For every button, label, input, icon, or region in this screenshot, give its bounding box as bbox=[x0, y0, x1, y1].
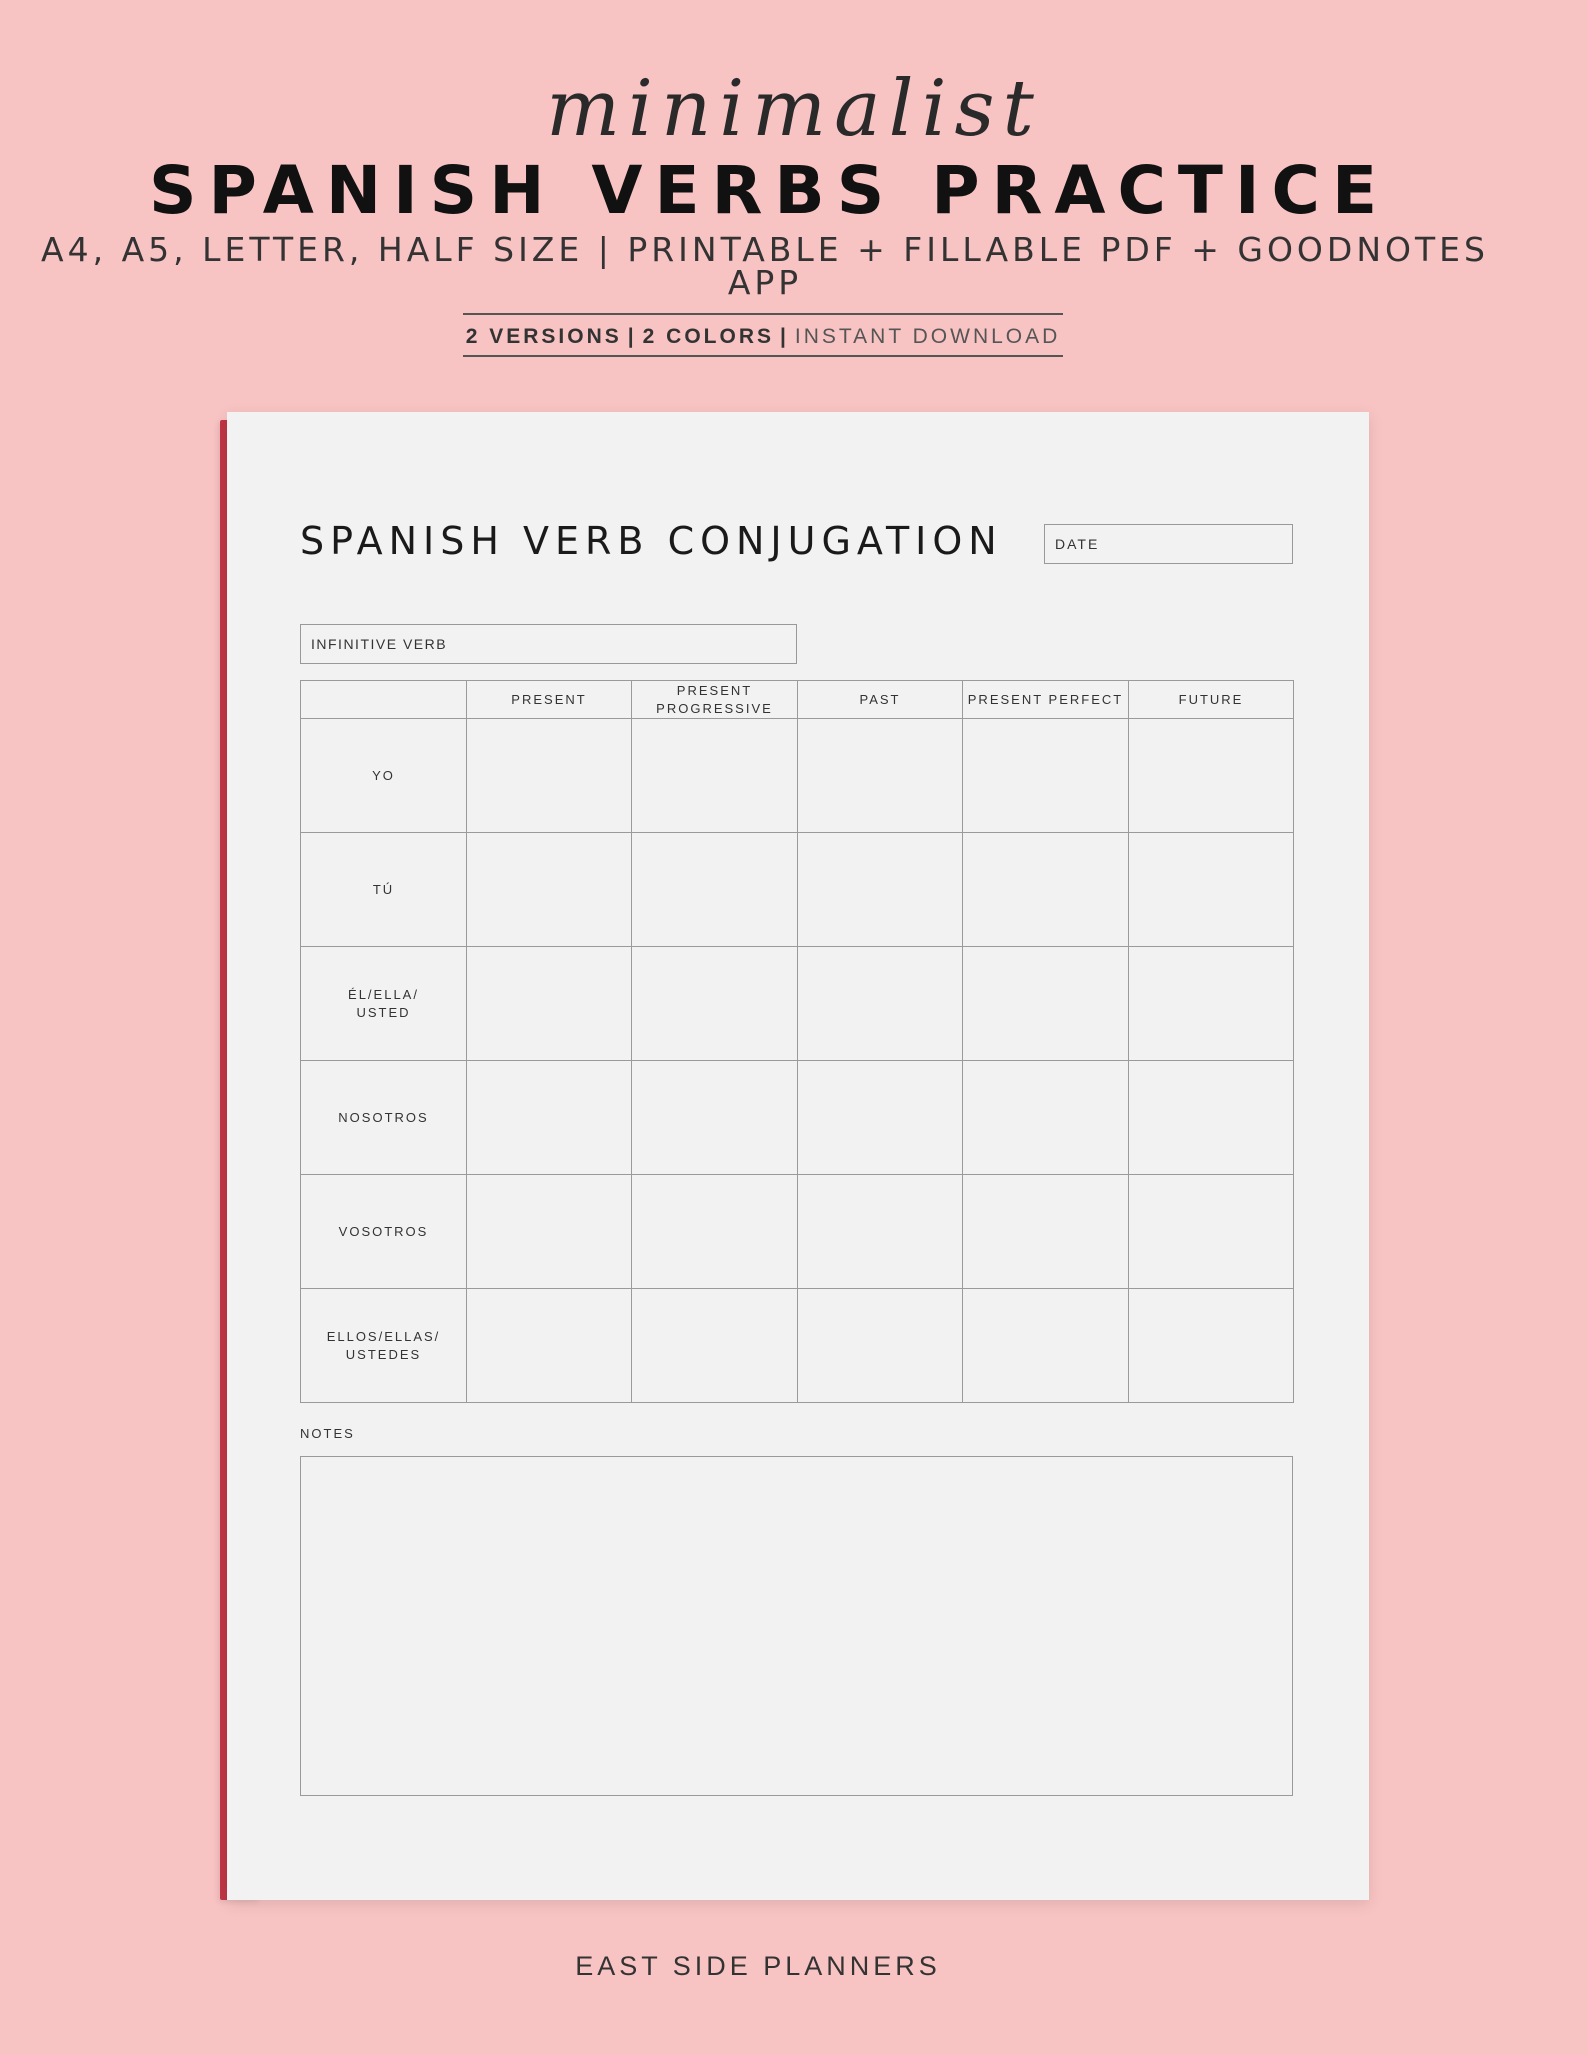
table-cell[interactable] bbox=[963, 719, 1129, 833]
column-header-present: PRESENT bbox=[467, 681, 632, 719]
table-cell[interactable] bbox=[1129, 947, 1294, 1061]
date-field[interactable]: DATE bbox=[1044, 524, 1293, 564]
table-cell[interactable] bbox=[467, 1289, 632, 1403]
column-header-present-perfect: PRESENT PERFECT bbox=[963, 681, 1129, 719]
row-label-vosotros: VOSOTROS bbox=[301, 1175, 467, 1289]
table-header-row bbox=[301, 681, 1294, 719]
table-row bbox=[301, 1289, 1294, 1403]
table-row bbox=[301, 833, 1294, 947]
table-row bbox=[301, 1175, 1294, 1289]
table-cell[interactable] bbox=[798, 1061, 963, 1175]
table-cell[interactable] bbox=[632, 947, 798, 1061]
table-cell[interactable] bbox=[632, 1175, 798, 1289]
worksheet-paper bbox=[227, 412, 1369, 1900]
table-cell[interactable] bbox=[467, 1175, 632, 1289]
column-header-future: FUTURE bbox=[1129, 681, 1294, 719]
table-cell[interactable] bbox=[798, 719, 963, 833]
table-cell[interactable] bbox=[798, 1175, 963, 1289]
table-row bbox=[301, 719, 1294, 833]
table-cell[interactable] bbox=[798, 1289, 963, 1403]
table-cell[interactable] bbox=[1129, 1061, 1294, 1175]
table-cell[interactable] bbox=[1129, 833, 1294, 947]
table-cell[interactable] bbox=[963, 1175, 1129, 1289]
table-cell[interactable] bbox=[798, 833, 963, 947]
table-cell[interactable] bbox=[632, 833, 798, 947]
main-title: SPANISH VERBS PRACTICE bbox=[148, 152, 1390, 229]
tagline-colors: 2 COLORS bbox=[642, 325, 774, 348]
row-label-tu: TÚ bbox=[301, 833, 467, 947]
table-cell[interactable] bbox=[798, 947, 963, 1061]
tagline-separator: | bbox=[780, 325, 789, 348]
table-cell[interactable] bbox=[1129, 1289, 1294, 1403]
table-cell[interactable] bbox=[632, 1061, 798, 1175]
table-cell[interactable] bbox=[963, 947, 1129, 1061]
row-label-ellos-ellas-ustedes: ELLOS/ELLAS/ USTEDES bbox=[301, 1289, 467, 1403]
tagline-separator: | bbox=[627, 325, 637, 348]
script-title: minimalist bbox=[546, 64, 1042, 154]
notes-field[interactable] bbox=[300, 1456, 1293, 1796]
table-cell[interactable] bbox=[467, 1061, 632, 1175]
table-row bbox=[301, 1061, 1294, 1175]
table-row bbox=[301, 947, 1294, 1061]
column-header-past: PAST bbox=[798, 681, 963, 719]
sheet-title: SPANISH VERB CONJUGATION bbox=[300, 519, 1003, 563]
tagline bbox=[463, 313, 1063, 357]
tagline-versions: 2 VERSIONS bbox=[465, 325, 622, 348]
row-label-el-ella-usted: ÉL/ELLA/ USTED bbox=[301, 947, 467, 1061]
table-cell[interactable] bbox=[467, 947, 632, 1061]
brand-name: EAST SIDE PLANNERS bbox=[575, 1951, 941, 1981]
row-label-yo: YO bbox=[301, 719, 467, 833]
table-cell[interactable] bbox=[1129, 1175, 1294, 1289]
notes-label: NOTES bbox=[300, 1426, 355, 1441]
table-cell[interactable] bbox=[467, 833, 632, 947]
conjugation-table bbox=[300, 680, 1294, 1403]
infinitive-verb-field[interactable]: INFINITIVE VERB bbox=[300, 624, 797, 664]
table-cell[interactable] bbox=[963, 1061, 1129, 1175]
table-cell[interactable] bbox=[963, 833, 1129, 947]
tagline-download: INSTANT DOWNLOAD bbox=[794, 325, 1061, 348]
table-cell[interactable] bbox=[467, 719, 632, 833]
subtitle: A4, A5, LETTER, HALF SIZE | PRINTABLE + FILLABLE PDF + GOODNOTES APP bbox=[41, 230, 1489, 302]
row-label-nosotros: NOSOTROS bbox=[301, 1061, 467, 1175]
table-cell[interactable] bbox=[963, 1289, 1129, 1403]
table-cell[interactable] bbox=[632, 1289, 798, 1403]
column-header-corner bbox=[301, 681, 467, 719]
table-cell[interactable] bbox=[632, 719, 798, 833]
column-header-present-progressive: PRESENT PROGRESSIVE bbox=[632, 681, 798, 719]
table-cell[interactable] bbox=[1129, 719, 1294, 833]
